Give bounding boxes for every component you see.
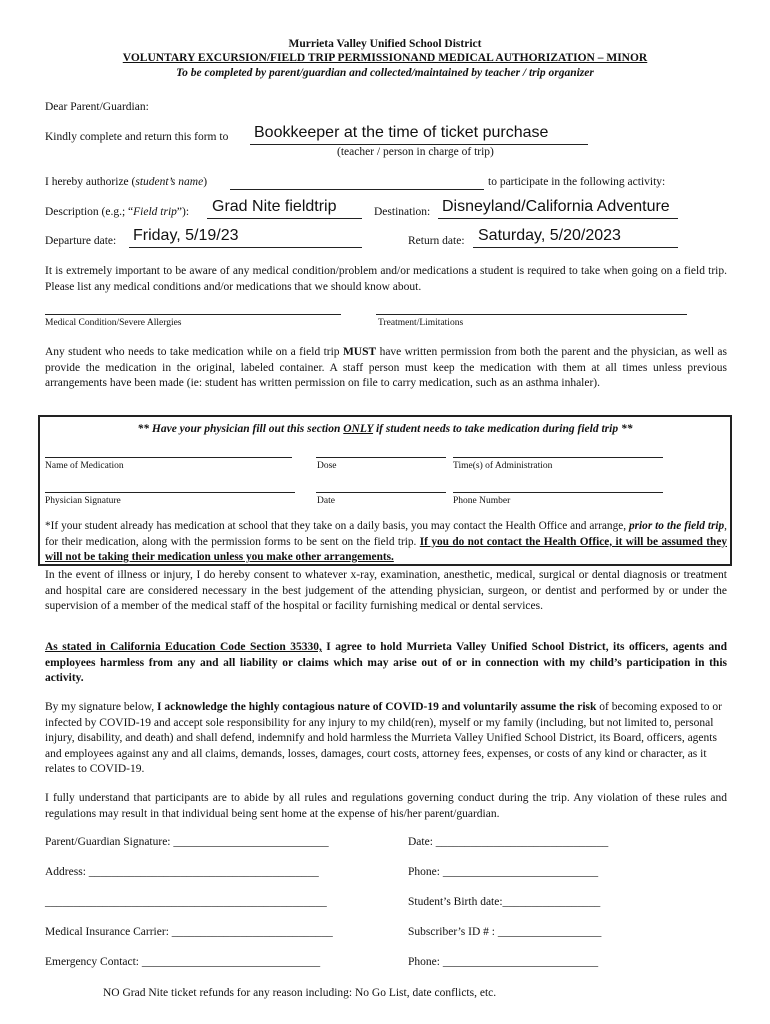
departure-label: Departure date: [45,235,117,247]
authorize-label: I hereby authorize (student’s name) [45,176,208,188]
time-of-administration-field[interactable] [453,457,663,458]
refund-note: NO Grad Nite ticket refunds for any reason including: No Go List, date conflicts, etc. [103,987,497,999]
rules-paragraph: I fully understand that participants are to abide by all rules and regulations governing conduct during the trip. Any violation of these rules and regulations may result in that individual being sent home at the expense of his/her parent/guardian. [45,792,727,820]
authorize-suffix: to participate in the following activity: [488,176,666,188]
phone-number-caption: Phone Number [453,496,511,506]
daily-medication-note: *If your student already has medication at school that they take on a daily basis, you may contact the Health Office and arrange, prior to the field trip, for their medication, along with the permission forms to be sent on the field trip. If you do not contact the Health Office, it will be assumed they will not be taking their medication unless you make other arrangements. [45,520,727,563]
return-to-caption: (teacher / person in charge of trip) [337,146,494,158]
address-line-2-field[interactable]: _________________________________________________ [45,896,327,908]
dose-caption: Dose [317,461,337,471]
district-name: Murrieta Valley Unified School District [288,38,482,50]
emergency-contact-field[interactable]: Emergency Contact: _______________________________ [45,956,321,968]
physician-signature-field[interactable] [45,492,295,493]
physician-date-caption: Date [317,496,335,506]
destination-value[interactable]: Disneyland/California Adventure [442,198,670,215]
subscriber-id-field[interactable]: Subscriber’s ID # : __________________ [408,926,602,938]
greeting: Dear Parent/Guardian: [45,101,149,113]
departure-value[interactable]: Friday, 5/19/23 [133,227,239,244]
medical-condition-field[interactable] [45,314,341,315]
destination-label: Destination: [374,206,431,218]
return-date-line [473,247,678,248]
student-name-field[interactable] [230,189,484,190]
phone-field[interactable]: Phone: ___________________________ [408,866,599,878]
medication-name-caption: Name of Medication [45,461,124,471]
return-to-value[interactable]: Bookkeeper at the time of ticket purchase [254,124,549,141]
physician-signature-caption: Physician Signature [45,496,121,506]
treatment-field[interactable] [376,314,687,315]
parent-date-field[interactable]: Date: ______________________________ [408,836,609,848]
description-line [207,218,362,219]
insurance-carrier-field[interactable]: Medical Insurance Carrier: ____________________________ [45,926,333,938]
covid-paragraph: By my signature below, I acknowledge the highly contagious nature of COVID-19 and voluntarily assume the risk of becoming exposed to or infected by COVID-19 and accept sole responsibility for any injury to my child(ren), myself or my family (including, but not limited to, personal injury, disability, and death) and shall defend, indemnify and hold harmless the Murrieta Valley Unified School District, its Board, officers, agents and employees against any and all claims, demands, losses, damages, court costs, attorney fees, expenses, or costs of any kind or character, as it relates to COVID-19. [45,701,722,775]
birth-date-field[interactable]: Student’s Birth date:_________________ [408,896,601,908]
harmless-paragraph: As stated in California Education Code Section 35330, I agree to hold Murrieta Valley Unified School District, its officers, agents and employees harmless from any and all liability or claims which may arise out of or in connection with my child’s participation in this activity. [45,641,727,684]
treatment-caption: Treatment/Limitations [378,318,464,328]
return-date-label: Return date: [408,235,465,247]
form-subtitle: To be completed by parent/guardian and collected/maintained by teacher / trip organizer [176,67,594,79]
return-to-line [250,144,588,145]
return-to-label: Kindly complete and return this form to [45,131,229,143]
consent-paragraph: In the event of illness or injury, I do hereby consent to whatever x-ray, examination, anesthetic, medical, surgical or dental diagnosis or treatment and hospital care are considered necessary in the best judgement of the attending physician, surgeon, or dentist and performed by or under the supervision of a member of the medical staff of the hospital or facility furnishing medical or dental services. [45,569,727,612]
parent-signature-field[interactable]: Parent/Guardian Signature: ___________________________ [45,836,329,848]
medication-paragraph: Any student who needs to take medication while on a field trip MUST have written permission from both the parent and the physician, as well as provide the medication in the original, labeled container. A staff person must keep the medication with them at all times unless previous arrangements have been made (ie: student has written permission on file to carry medication, such as an asthma inhaler). [45,346,727,389]
address-field[interactable]: Address: ________________________________________ [45,866,319,878]
phone-number-field[interactable] [453,492,663,493]
physician-heading: ** Have your physician fill out this section ONLY if student needs to take medication during field trip ** [137,423,633,435]
form-title: VOLUNTARY EXCURSION/FIELD TRIP PERMISSIONAND MEDICAL AUTHORIZATION – MINOR [122,52,648,64]
description-value[interactable]: Grad Nite fieldtrip [212,198,337,215]
medical-condition-caption: Medical Condition/Severe Allergies [45,318,182,328]
times-caption: Time(s) of Administration [453,461,553,471]
destination-line [438,218,678,219]
return-date-value[interactable]: Saturday, 5/20/2023 [478,227,621,244]
dose-field[interactable] [316,457,446,458]
physician-date-field[interactable] [316,492,446,493]
description-label: Description (e.g.; “Field trip”): [45,206,190,218]
emergency-phone-field[interactable]: Phone: ___________________________ [408,956,599,968]
medication-name-field[interactable] [45,457,292,458]
medical-note: It is extremely important to be aware of any medical condition/problem and/or medications a student is required to take when going on a field trip. Please list any medical conditions and/or medications that we should know about. [45,265,727,293]
departure-line [129,247,362,248]
